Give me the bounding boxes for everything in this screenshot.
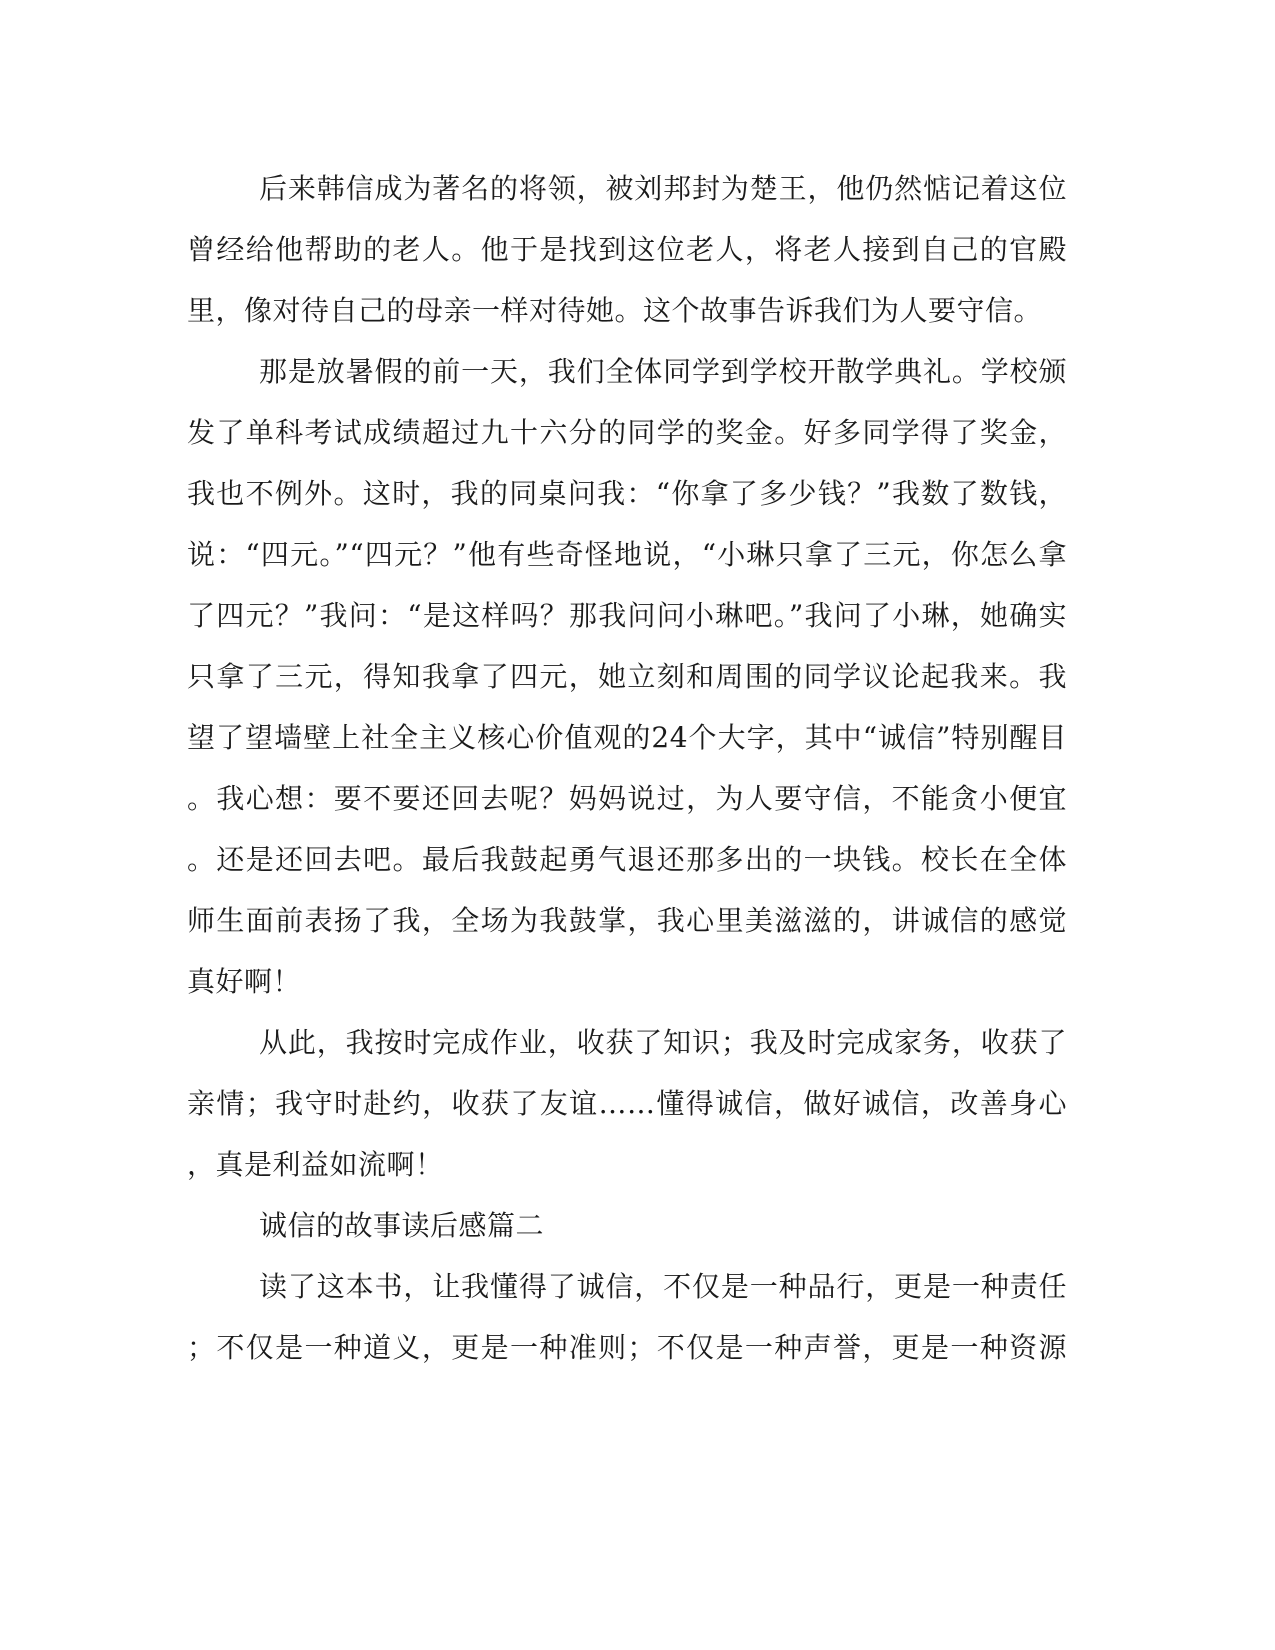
text-line: 了四元？”我问：“是这样吗？那我问问小琳吧。”我问了小琳，她确实 [187,599,1067,632]
text-line: ；不仅是一种道义，更是一种准则；不仅是一种声誉，更是一种资源 [187,1331,1067,1364]
text-line: 发了单科考试成绩超过九十六分的同学的奖金。好多同学得了奖金， [187,416,1067,449]
text-line: 真好啊！ [187,965,302,998]
text-line: 我也不例外。这时，我的同桌问我：“你拿了多少钱？”我数了数钱， [187,477,1067,510]
paragraph-3 [187,1012,1067,1195]
text-line: 后来韩信成为著名的将领，被刘邦封为楚王，他仍然惦记着这位 [259,172,1067,205]
text-line: 里，像对待自己的母亲一样对待她。这个故事告诉我们为人要守信。 [187,294,1043,327]
section-heading [187,1195,1067,1256]
text-line: 。我心想：要不要还回去呢？妈妈说过，为人要守信，不能贪小便宜 [187,782,1067,815]
text-line: 读了这本书，让我懂得了诚信，不仅是一种品行，更是一种责任 [259,1270,1067,1303]
text-line: 说：“四元。”“四元？”他有些奇怪地说，“小琳只拿了三元，你怎么拿 [187,538,1067,571]
text-line: 师生面前表扬了我，全场为我鼓掌，我心里美滋滋的，讲诚信的感觉 [187,904,1067,937]
text-line: 那是放暑假的前一天，我们全体同学到学校开散学典礼。学校颁 [259,355,1067,388]
text-line: 从此，我按时完成作业，收获了知识；我及时完成家务，收获了 [259,1026,1067,1059]
heading-text: 诚信的故事读后感篇二 [259,1209,545,1242]
text-line: 只拿了三元，得知我拿了四元，她立刻和周围的同学议论起我来。我 [187,660,1067,693]
text-line: ，真是利益如流啊！ [187,1148,444,1181]
paragraph-4 [187,1256,1067,1378]
text-line: 。还是还回去吧。最后我鼓起勇气退还那多出的一块钱。校长在全体 [187,843,1067,876]
text-line: 亲情；我守时赴约，收获了友谊……懂得诚信，做好诚信，改善身心 [187,1087,1067,1120]
text-line: 曾经给他帮助的老人。他于是找到这位老人，将老人接到自己的官殿 [187,233,1067,266]
document-body [187,158,1067,1378]
paragraph-1 [187,158,1067,341]
paragraph-2 [187,341,1067,1012]
text-line: 望了望墙壁上社全主义核心价值观的24个大字，其中“诚信”特别醒目 [187,721,1067,754]
